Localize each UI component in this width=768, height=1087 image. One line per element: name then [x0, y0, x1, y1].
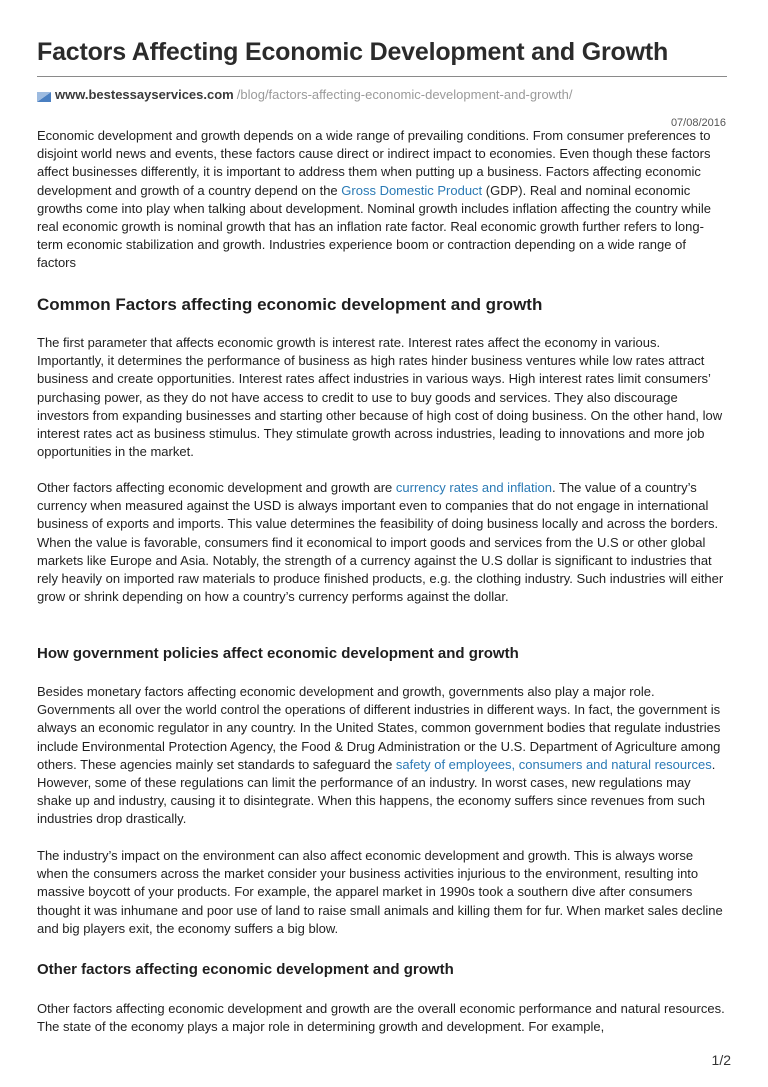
environment-paragraph: The industry’s impact on the environment can also affect economic development and growth. This is always worse when the consumers across the market consider your business activities injurious to the environment, resulting into massive boycott of your products. For example, the apparel market in 1990s took a southern dive after consumers thought it was inhumane and poor use of land to raise small animals and killing them for fur. When market sales decline and big players exit, the economy suffers a big blow.: [37, 848, 723, 936]
gdp-link[interactable]: Gross Domestic Product: [341, 182, 483, 198]
government-text-1: Besides monetary factors affecting economic development and growth, governments also play a major role. Governments all over the world control the operations of different industries in different ways. In fact, the government is always an economic regulator in any country. In the United States, common government bodies that regulate industries include Environmental Protection Agency, the Food & Drug Administration or the U.S. Department of Agriculture among others. These agencies mainly set standards to safeguard the: [37, 684, 721, 772]
publish-date: 07/08/2016: [670, 117, 726, 129]
section-heading-other-factors: Other factors affecting economic development and growth: [37, 961, 454, 978]
government-text-2: . However, some of these regulations can limit the performance of an industry. In worst cases, new regulations may shake up and industry, causing it to disintegrate. When this happens, the economy suffers since revenues from such industries drop drastically.: [37, 756, 716, 827]
intro-text-2: (GDP). Real and nominal economic growths come into play when talking about development. Nominal growth includes inflation affecting the country while real economic growth is nominal growth that has an inflation rate factor. Real economic growth further refers to long-term economic stabilization and growth. Industries experience boom or contraction depending on a wide range of factors: [37, 182, 711, 271]
intro-paragraph: [37, 127, 727, 273]
interest-rate-paragraph: The first parameter that affects economic growth is interest rate. Interest rates affect the economy in various. Importantly, it determines the performance of business as high rates hinder business ventures while low rates attract business and create opportunities. Interest rates affect industries in various ways. High interest rates limit consumers’ purchasing power, as they do not have access to credit to use to buy goods and services. They also discourage investors from expanding businesses and starting other because of high cost of doing business. On the other hand, low interest rates act as business stimulus. They stimulate growth across industries, leading to innovations and more job opportunities in the market.: [37, 335, 723, 460]
source-domain[interactable]: www.bestessayservices.com: [55, 87, 234, 102]
link-icon: [37, 90, 51, 100]
source-path[interactable]: /blog/factors-affecting-economic-development-and-growth/: [236, 87, 573, 102]
page-number: 1/2: [711, 1052, 731, 1068]
currency-rates-link[interactable]: currency rates and inflation: [395, 480, 552, 495]
other-factors-paragraph: Other factors affecting economic development and growth are the overall economic performance and natural resources. The state of the economy plays a major role in determining growth and development. For example,: [37, 1001, 725, 1035]
source-line: [37, 87, 573, 102]
currency-text-1: Other factors affecting economic development and growth are: [37, 480, 396, 495]
section-heading-common-factors: Common Factors affecting economic development and growth: [37, 295, 543, 314]
currency-paragraph: [37, 479, 727, 606]
page-title: Factors Affecting Economic Development and Growth: [37, 38, 669, 66]
government-paragraph: [37, 683, 727, 829]
title-divider: [37, 76, 727, 77]
currency-text-2: . The value of a country’s currency when measured against the USD is always important even to companies that do not engage in international business of exports and imports. This value determines the feasibility of doing business locally and across the borders. When the value is favorable, consumers find it economical to import goods and services from the U.S or other global markets like Europe and Asia. Notably, the strength of a currency against the U.S dollar is significant to industries that rely heavily on imported raw materials to produce finished products, e.g. the clothing industry. Such industries will either grow or shrink depending on how a country’s currency performs against the dollar.: [37, 480, 724, 605]
section-heading-government-policies: How government policies affect economic development and growth: [37, 645, 519, 662]
intro-text-1: Economic development and growth depends on a wide range of prevailing conditions. From consumer preferences to disjoint world news and events, these factors cause direct or indirect impact to economies. Even though these factors affect businesses differently, it is important to address them when putting up a business. Factors affecting economic development and growth of a country depend on the: [37, 128, 711, 198]
safety-link[interactable]: safety of employees, consumers and natural resources: [395, 756, 712, 772]
